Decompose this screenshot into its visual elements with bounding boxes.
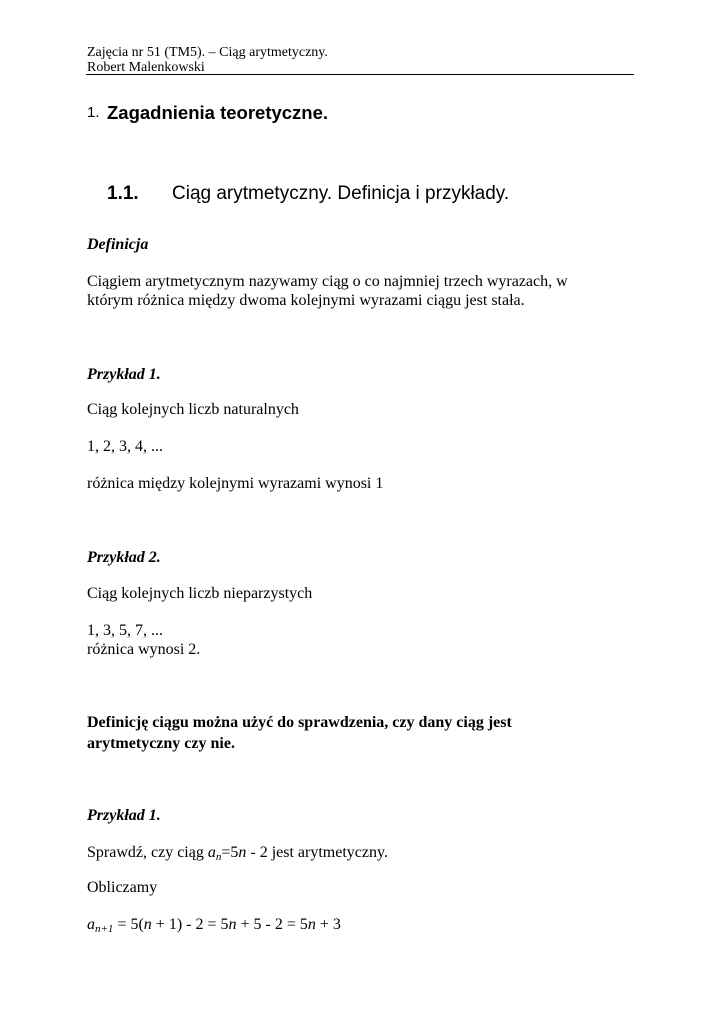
formula-part-2: + 1) - 2 = 5 bbox=[151, 916, 229, 933]
formula-n-3: n bbox=[307, 916, 316, 933]
example-2-label: Przykład 2. bbox=[87, 549, 161, 566]
example-2-line-3: różnica wynosi 2. bbox=[87, 641, 201, 658]
header-rule bbox=[86, 74, 634, 75]
formula-n-2: n bbox=[228, 916, 237, 933]
check-eq: =5 bbox=[221, 844, 239, 861]
formula-sub bbox=[95, 923, 113, 935]
check-n: n bbox=[238, 844, 247, 861]
example-1-line-1: Ciąg kolejnych liczb naturalnych bbox=[87, 401, 299, 418]
formula-sub-rest: +1 bbox=[100, 923, 114, 935]
formula-n-1: n bbox=[143, 916, 152, 933]
formula-part-4: + 3 bbox=[315, 916, 341, 933]
section-1-1-number: 1.1. bbox=[107, 183, 139, 204]
check-var: a bbox=[207, 844, 216, 861]
formula-line bbox=[87, 914, 341, 935]
section-1-1-title: Ciąg arytmetyczny. Definicja i przykłady. bbox=[172, 183, 510, 204]
definition-label: Definicja bbox=[87, 236, 149, 253]
example-3-label: Przykład 1. bbox=[87, 807, 161, 824]
check-sub: n bbox=[215, 851, 222, 863]
definition-line-1: Ciągiem arytmetycznym nazywamy ciąg o co najmniej trzech wyrazach, w bbox=[87, 273, 568, 290]
example-3-check-line bbox=[87, 842, 388, 863]
formula-var: a bbox=[87, 916, 95, 933]
example-2-line-1: Ciąg kolejnych liczb nieparzystych bbox=[87, 585, 313, 602]
example-1-line-2: 1, 2, 3, 4, ... bbox=[87, 438, 163, 455]
formula-part-3: + 5 - 2 = 5 bbox=[236, 916, 308, 933]
example-1-label: Przykład 1. bbox=[87, 366, 161, 383]
example-2-line-2: 1, 3, 5, 7, ... bbox=[87, 622, 163, 639]
note-line-2: arytmetyczny czy nie. bbox=[87, 735, 235, 752]
header-title: Zajęcia nr 51 (TM5). – Ciąg arytmetyczny. bbox=[87, 45, 328, 60]
example-1-line-3: różnica między kolejnymi wyrazami wynosi 1 bbox=[87, 475, 384, 492]
calc-label: Obliczamy bbox=[87, 879, 158, 896]
check-suffix: - 2 jest arytmetyczny. bbox=[246, 844, 388, 861]
section-1-number: 1. bbox=[87, 104, 100, 121]
formula-sub-n: n bbox=[95, 923, 101, 935]
definition-line-2: którym różnica między dwoma kolejnymi wyrazami ciągu jest stała. bbox=[87, 292, 525, 309]
section-1-title: Zagadnienia teoretyczne. bbox=[107, 102, 329, 123]
formula-part-1: = 5( bbox=[113, 916, 144, 933]
check-prefix: Sprawdź, czy ciąg bbox=[87, 844, 208, 861]
note-line-1: Definicję ciągu można użyć do sprawdzenia, czy dany ciąg jest bbox=[87, 714, 512, 731]
header-author: Robert Malenkowski bbox=[87, 60, 205, 75]
